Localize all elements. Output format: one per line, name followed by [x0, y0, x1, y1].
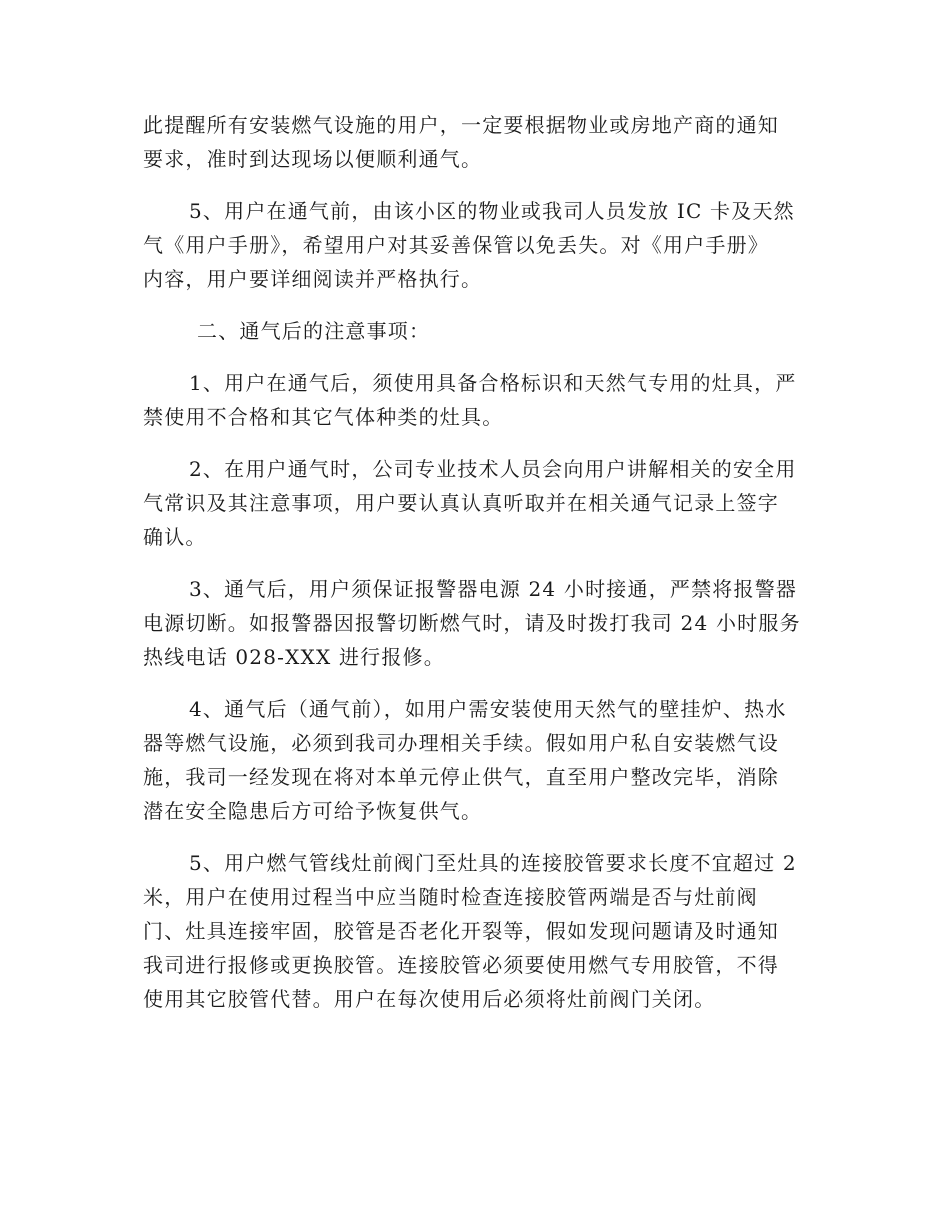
paragraph-item-3 [143, 572, 813, 674]
text-line: 内容，用户要详细阅读并严格执行。 [143, 267, 483, 291]
text-line: 此提醒所有安装燃气设施的用户，一定要根据物业或房地产商的通知 [143, 113, 779, 137]
text-line: 气《用户手册》，希望用户对其妥善保管以免丢失。对《用户手册》 [143, 233, 769, 257]
section-heading [143, 314, 813, 348]
heading-text: 二、通气后的注意事项： [197, 319, 431, 343]
text-line: 3、通气后，用户须保证报警器电源 24 小时接通，严禁将报警器 [189, 577, 798, 601]
text-line: 米，用户在使用过程当中应当随时检查连接胶管两端是否与灶前阀 [143, 885, 758, 909]
paragraph-item-5-before [143, 194, 813, 296]
text-line: 4、通气后（通气前），如用户需安装使用天然气的壁挂炉、热水 [189, 697, 787, 721]
text-line: 5、用户燃气管线灶前阀门至灶具的连接胶管要求长度不宜超过 2 [189, 851, 797, 875]
text-line: 禁使用不合格和其它气体种类的灶具。 [143, 405, 504, 429]
document-body [143, 108, 813, 1034]
paragraph-item-1 [143, 366, 813, 434]
paragraph-item-4 [143, 692, 813, 828]
text-line: 2、在用户通气时，公司专业技术人员会向用户讲解相关的安全用 [189, 457, 797, 481]
text-line: 施，我司一经发现在将对本单元停止供气，直至用户整改完毕，消除 [143, 765, 779, 789]
text-line: 潜在安全隐患后方可给予恢复供气。 [143, 799, 483, 823]
paragraph-item-2 [143, 452, 813, 554]
text-line: 确认。 [143, 525, 207, 549]
text-line: 门、灶具连接牢固，胶管是否老化开裂等，假如发现问题请及时通知 [143, 919, 779, 943]
paragraph-intro [143, 108, 813, 176]
text-line: 我司进行报修或更换胶管。连接胶管必须要使用燃气专用胶管，不得 [143, 953, 779, 977]
paragraph-item-5-after [143, 846, 813, 1016]
text-line: 使用其它胶管代替。用户在每次使用后必须将灶前阀门关闭。 [143, 987, 716, 1011]
text-line: 5、用户在通气前，由该小区的物业或我司人员发放 IC 卡及天然 [189, 199, 795, 223]
text-line: 气常识及其注意事项，用户要认真认真听取并在相关通气记录上签字 [143, 491, 779, 515]
text-line: 热线电话 028-XXX 进行报修。 [143, 645, 445, 669]
text-line: 1、用户在通气后，须使用具备合格标识和天然气专用的灶具，严 [189, 371, 797, 395]
text-line: 要求，准时到达现场以便顺利通气。 [143, 147, 483, 171]
text-line: 电源切断。如报警器因报警切断燃气时，请及时拨打我司 24 小时服务 [143, 611, 801, 635]
text-line: 器等燃气设施，必须到我司办理相关手续。假如用户私自安装燃气设 [143, 731, 779, 755]
